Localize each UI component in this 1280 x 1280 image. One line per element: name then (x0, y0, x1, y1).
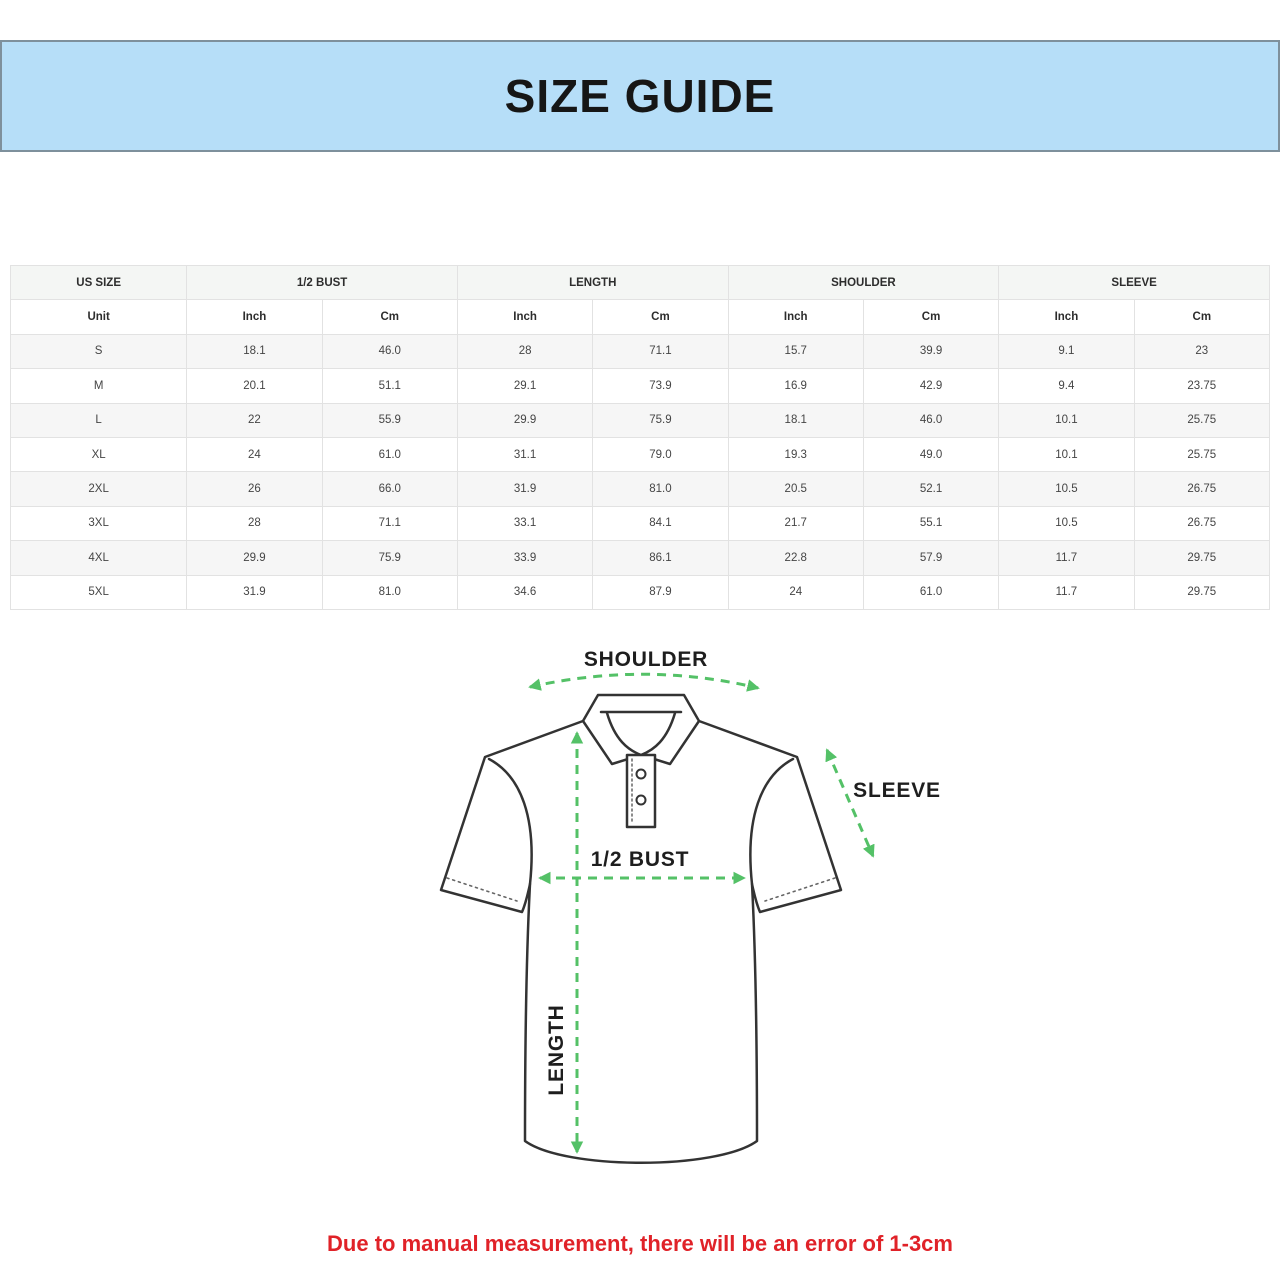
placket (627, 755, 655, 827)
length-label: LENGTH (545, 1004, 568, 1096)
table-row-l (11, 403, 1270, 437)
unit-header: Inch (187, 300, 322, 334)
measurement-cell: 11.7 (999, 575, 1134, 609)
measurement-cell: 20.5 (728, 472, 863, 506)
measurement-cell: 71.1 (322, 506, 457, 540)
measurement-cell: 29.75 (1134, 541, 1269, 575)
measurement-cell: 73.9 (593, 369, 728, 403)
measurement-cell: 51.1 (322, 369, 457, 403)
measurement-cell: 31.9 (187, 575, 322, 609)
bust-label: 1/2 BUST (590, 848, 690, 871)
unit-header: Inch (457, 300, 592, 334)
measurement-cell: 18.1 (187, 334, 322, 368)
measurement-cell: 23 (1134, 334, 1269, 368)
unit-header-row (11, 300, 1270, 334)
measurement-cell: 49.0 (863, 437, 998, 471)
measurement-cell: 10.1 (999, 403, 1134, 437)
unit-header: Inch (999, 300, 1134, 334)
measurement-cell: 20.1 (187, 369, 322, 403)
measurement-cell: 31.9 (457, 472, 592, 506)
table-row-5xl (11, 575, 1270, 609)
table-row-xl (11, 437, 1270, 471)
measurement-cell: 23.75 (1134, 369, 1269, 403)
measurement-cell: 42.9 (863, 369, 998, 403)
size-cell: 4XL (11, 541, 187, 575)
size-cell: XL (11, 437, 187, 471)
measurement-cell: 10.5 (999, 472, 1134, 506)
size-chart-table (10, 265, 1270, 610)
measurement-cell: 22 (187, 403, 322, 437)
size-cell: L (11, 403, 187, 437)
measurement-cell: 11.7 (999, 541, 1134, 575)
unit-header: Cm (863, 300, 998, 334)
size-cell: 5XL (11, 575, 187, 609)
measurement-cell: 71.1 (593, 334, 728, 368)
column-header-half-bust: 1/2 BUST (187, 266, 458, 300)
measurement-cell: 87.9 (593, 575, 728, 609)
group-header-row (11, 266, 1270, 300)
button (637, 770, 646, 779)
measurement-cell: 24 (187, 437, 322, 471)
table-row-m (11, 369, 1270, 403)
size-cell: 2XL (11, 472, 187, 506)
size-chart (10, 265, 1270, 610)
measurement-cell: 29.1 (457, 369, 592, 403)
size-guide-banner (0, 40, 1280, 152)
size-cell: 3XL (11, 506, 187, 540)
measurement-cell: 25.75 (1134, 437, 1269, 471)
measurement-cell: 81.0 (322, 575, 457, 609)
measurement-cell: 39.9 (863, 334, 998, 368)
measurement-cell: 26.75 (1134, 472, 1269, 506)
measurement-cell: 22.8 (728, 541, 863, 575)
measurement-cell: 26 (187, 472, 322, 506)
measurement-cell: 61.0 (863, 575, 998, 609)
measurement-cell: 28 (457, 334, 592, 368)
measurement-cell: 52.1 (863, 472, 998, 506)
measurement-cell: 18.1 (728, 403, 863, 437)
table-row-3xl (11, 506, 1270, 540)
measurement-cell: 9.1 (999, 334, 1134, 368)
unit-header: Cm (322, 300, 457, 334)
button (637, 796, 646, 805)
shoulder-arrow (530, 674, 758, 688)
column-header-shoulder: SHOULDER (728, 266, 999, 300)
measurement-cell: 10.1 (999, 437, 1134, 471)
measurement-cell: 29.75 (1134, 575, 1269, 609)
size-cell: S (11, 334, 187, 368)
shoulder-label: SHOULDER (583, 648, 709, 671)
unit-header: Cm (1134, 300, 1269, 334)
measurement-cell: 61.0 (322, 437, 457, 471)
measurement-cell: 21.7 (728, 506, 863, 540)
measurement-cell: 10.5 (999, 506, 1134, 540)
measurement-cell: 57.9 (863, 541, 998, 575)
measurement-cell: 81.0 (593, 472, 728, 506)
measurement-cell: 28 (187, 506, 322, 540)
measurement-cell: 29.9 (187, 541, 322, 575)
page-title: SIZE GUIDE (504, 70, 776, 122)
measurement-cell: 33.1 (457, 506, 592, 540)
measurement-cell: 15.7 (728, 334, 863, 368)
measurement-cell: 75.9 (322, 541, 457, 575)
measurement-cell: 26.75 (1134, 506, 1269, 540)
measurement-cell: 9.4 (999, 369, 1134, 403)
measurement-cell: 29.9 (457, 403, 592, 437)
unit-header: Inch (728, 300, 863, 334)
measurement-cell: 33.9 (457, 541, 592, 575)
unit-header: Unit (11, 300, 187, 334)
unit-header: Cm (593, 300, 728, 334)
measurement-cell: 46.0 (863, 403, 998, 437)
sleeve-arrow (827, 750, 873, 856)
table-row-4xl (11, 541, 1270, 575)
measurement-cell: 55.9 (322, 403, 457, 437)
measurement-cell: 84.1 (593, 506, 728, 540)
measurement-cell: 66.0 (322, 472, 457, 506)
polo-outline (441, 695, 841, 1163)
column-header-length: LENGTH (457, 266, 728, 300)
measurement-cell: 16.9 (728, 369, 863, 403)
measurement-cell: 25.75 (1134, 403, 1269, 437)
polo-shirt-diagram (0, 615, 1280, 1200)
measurement-cell: 55.1 (863, 506, 998, 540)
measurement-cell: 75.9 (593, 403, 728, 437)
measurement-cell: 31.1 (457, 437, 592, 471)
measurement-cell: 86.1 (593, 541, 728, 575)
table-row-2xl (11, 472, 1270, 506)
measurement-cell: 34.6 (457, 575, 592, 609)
size-cell: M (11, 369, 187, 403)
measurement-note: Due to manual measurement, there will be an error of 1-3cm (327, 1231, 953, 1256)
measurement-cell: 79.0 (593, 437, 728, 471)
column-header-sleeve: SLEEVE (999, 266, 1270, 300)
measurement-cell: 24 (728, 575, 863, 609)
measurement-cell: 46.0 (322, 334, 457, 368)
column-header-us-size: US SIZE (11, 266, 187, 300)
sleeve-label: SLEEVE (853, 779, 941, 802)
measurement-cell: 19.3 (728, 437, 863, 471)
table-row-s (11, 334, 1270, 368)
